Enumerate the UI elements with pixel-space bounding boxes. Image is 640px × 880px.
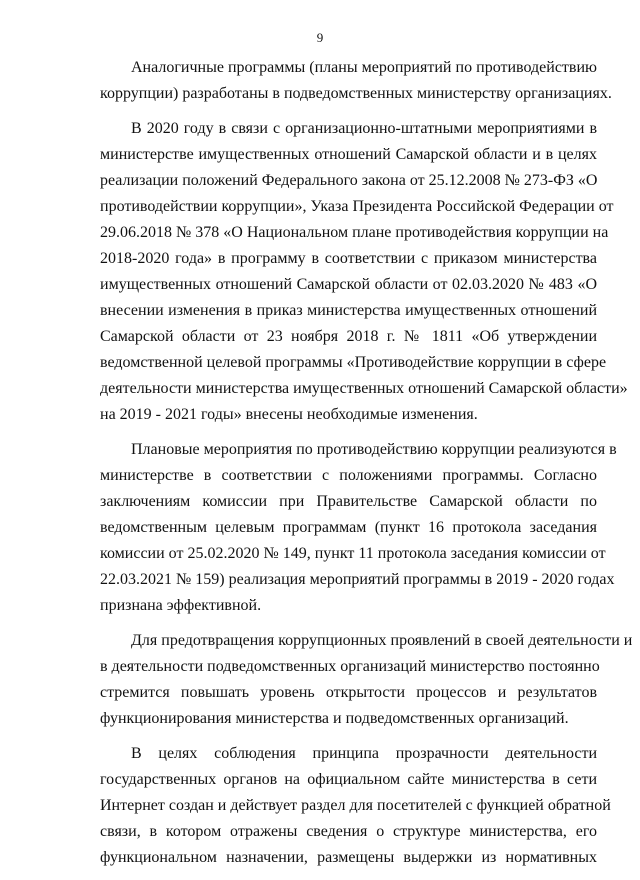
- text-line: деятельности министерства имущественных отношений Самарской области»: [100, 380, 628, 397]
- paragraph: [100, 437, 617, 619]
- text-line: В 2020 году в связи с организационно-штатными мероприятиями в: [131, 120, 597, 137]
- text-line: ведомственной целевой программы «Противодействие коррупции в сфере: [100, 354, 607, 371]
- text-line: Интернет создан и действует раздел для посетителей с функцией обратной: [100, 797, 611, 814]
- text-line: на 2019 - 2021 годы» внесены необходимые изменения.: [100, 406, 478, 423]
- text-line: функциональном назначении, размещены выдержки из нормативных: [100, 849, 597, 866]
- text-line: реализации положений Федерального закона от 25.12.2008 № 273-ФЗ «О: [100, 172, 598, 189]
- text-line: коррупции) разработаны в подведомственных министерству организациях.: [100, 85, 612, 102]
- text-line: Аналогичные программы (планы мероприятий по противодействию: [131, 59, 597, 76]
- text-line: 2018-2020 года» в программу в соответствии с приказом министерства: [100, 250, 597, 267]
- text-line: имущественных отношений Самарской области от 02.03.2020 № 483 «О: [100, 276, 597, 293]
- text-line: противодействии коррупции», Указа Президента Российской Федерации от: [100, 198, 614, 215]
- text-line: Самарской области от 23 ноября 2018 г. № 1811 «Об утверждении: [100, 328, 597, 345]
- text-line: внесении изменения в приказ министерства имущественных отношений: [100, 302, 597, 319]
- text-line: государственных органов на официальном сайте министерства в сети: [100, 771, 597, 788]
- paragraph: [100, 116, 628, 428]
- text-line: Плановые мероприятия по противодействию коррупции реализуются в: [131, 441, 617, 458]
- text-line: стремится повышать уровень открытости процессов и результатов: [100, 684, 597, 701]
- page-number: 9: [316, 30, 324, 45]
- text-line: признана эффективной.: [100, 597, 262, 614]
- paragraph: [100, 55, 612, 107]
- text-line: заключениям комиссии при Правительстве Самарской области по: [100, 493, 597, 510]
- paragraph: [100, 741, 611, 871]
- text-line: комиссии от 25.02.2020 № 149, пункт 11 протокола заседания комиссии от: [100, 545, 606, 562]
- text-line: В целях соблюдения принципа прозрачности деятельности: [131, 745, 597, 762]
- text-line: в деятельности подведомственных организаций министерство постоянно: [100, 658, 600, 675]
- text-line: связи, в котором отражены сведения о структуре министерства, его: [100, 823, 597, 840]
- text-line: 29.06.2018 № 378 «О Национальном плане противодействия коррупции на: [100, 224, 609, 241]
- text-line: министерстве в соответствии с положениями программы. Согласно: [100, 467, 597, 484]
- text-line: министерстве имущественных отношений Самарской области и в целях: [100, 146, 597, 163]
- paragraph: [100, 628, 633, 732]
- text-line: ведомственным целевым программам (пункт 16 протокола заседания: [100, 519, 597, 536]
- text-line: 22.03.2021 № 159) реализация мероприятий программы в 2019 - 2020 годах: [100, 571, 615, 588]
- document-body: [100, 55, 633, 880]
- text-line: Для предотвращения коррупционных проявлений в своей деятельности и: [131, 632, 633, 649]
- text-line: функционирования министерства и подведомственных организаций.: [100, 710, 569, 727]
